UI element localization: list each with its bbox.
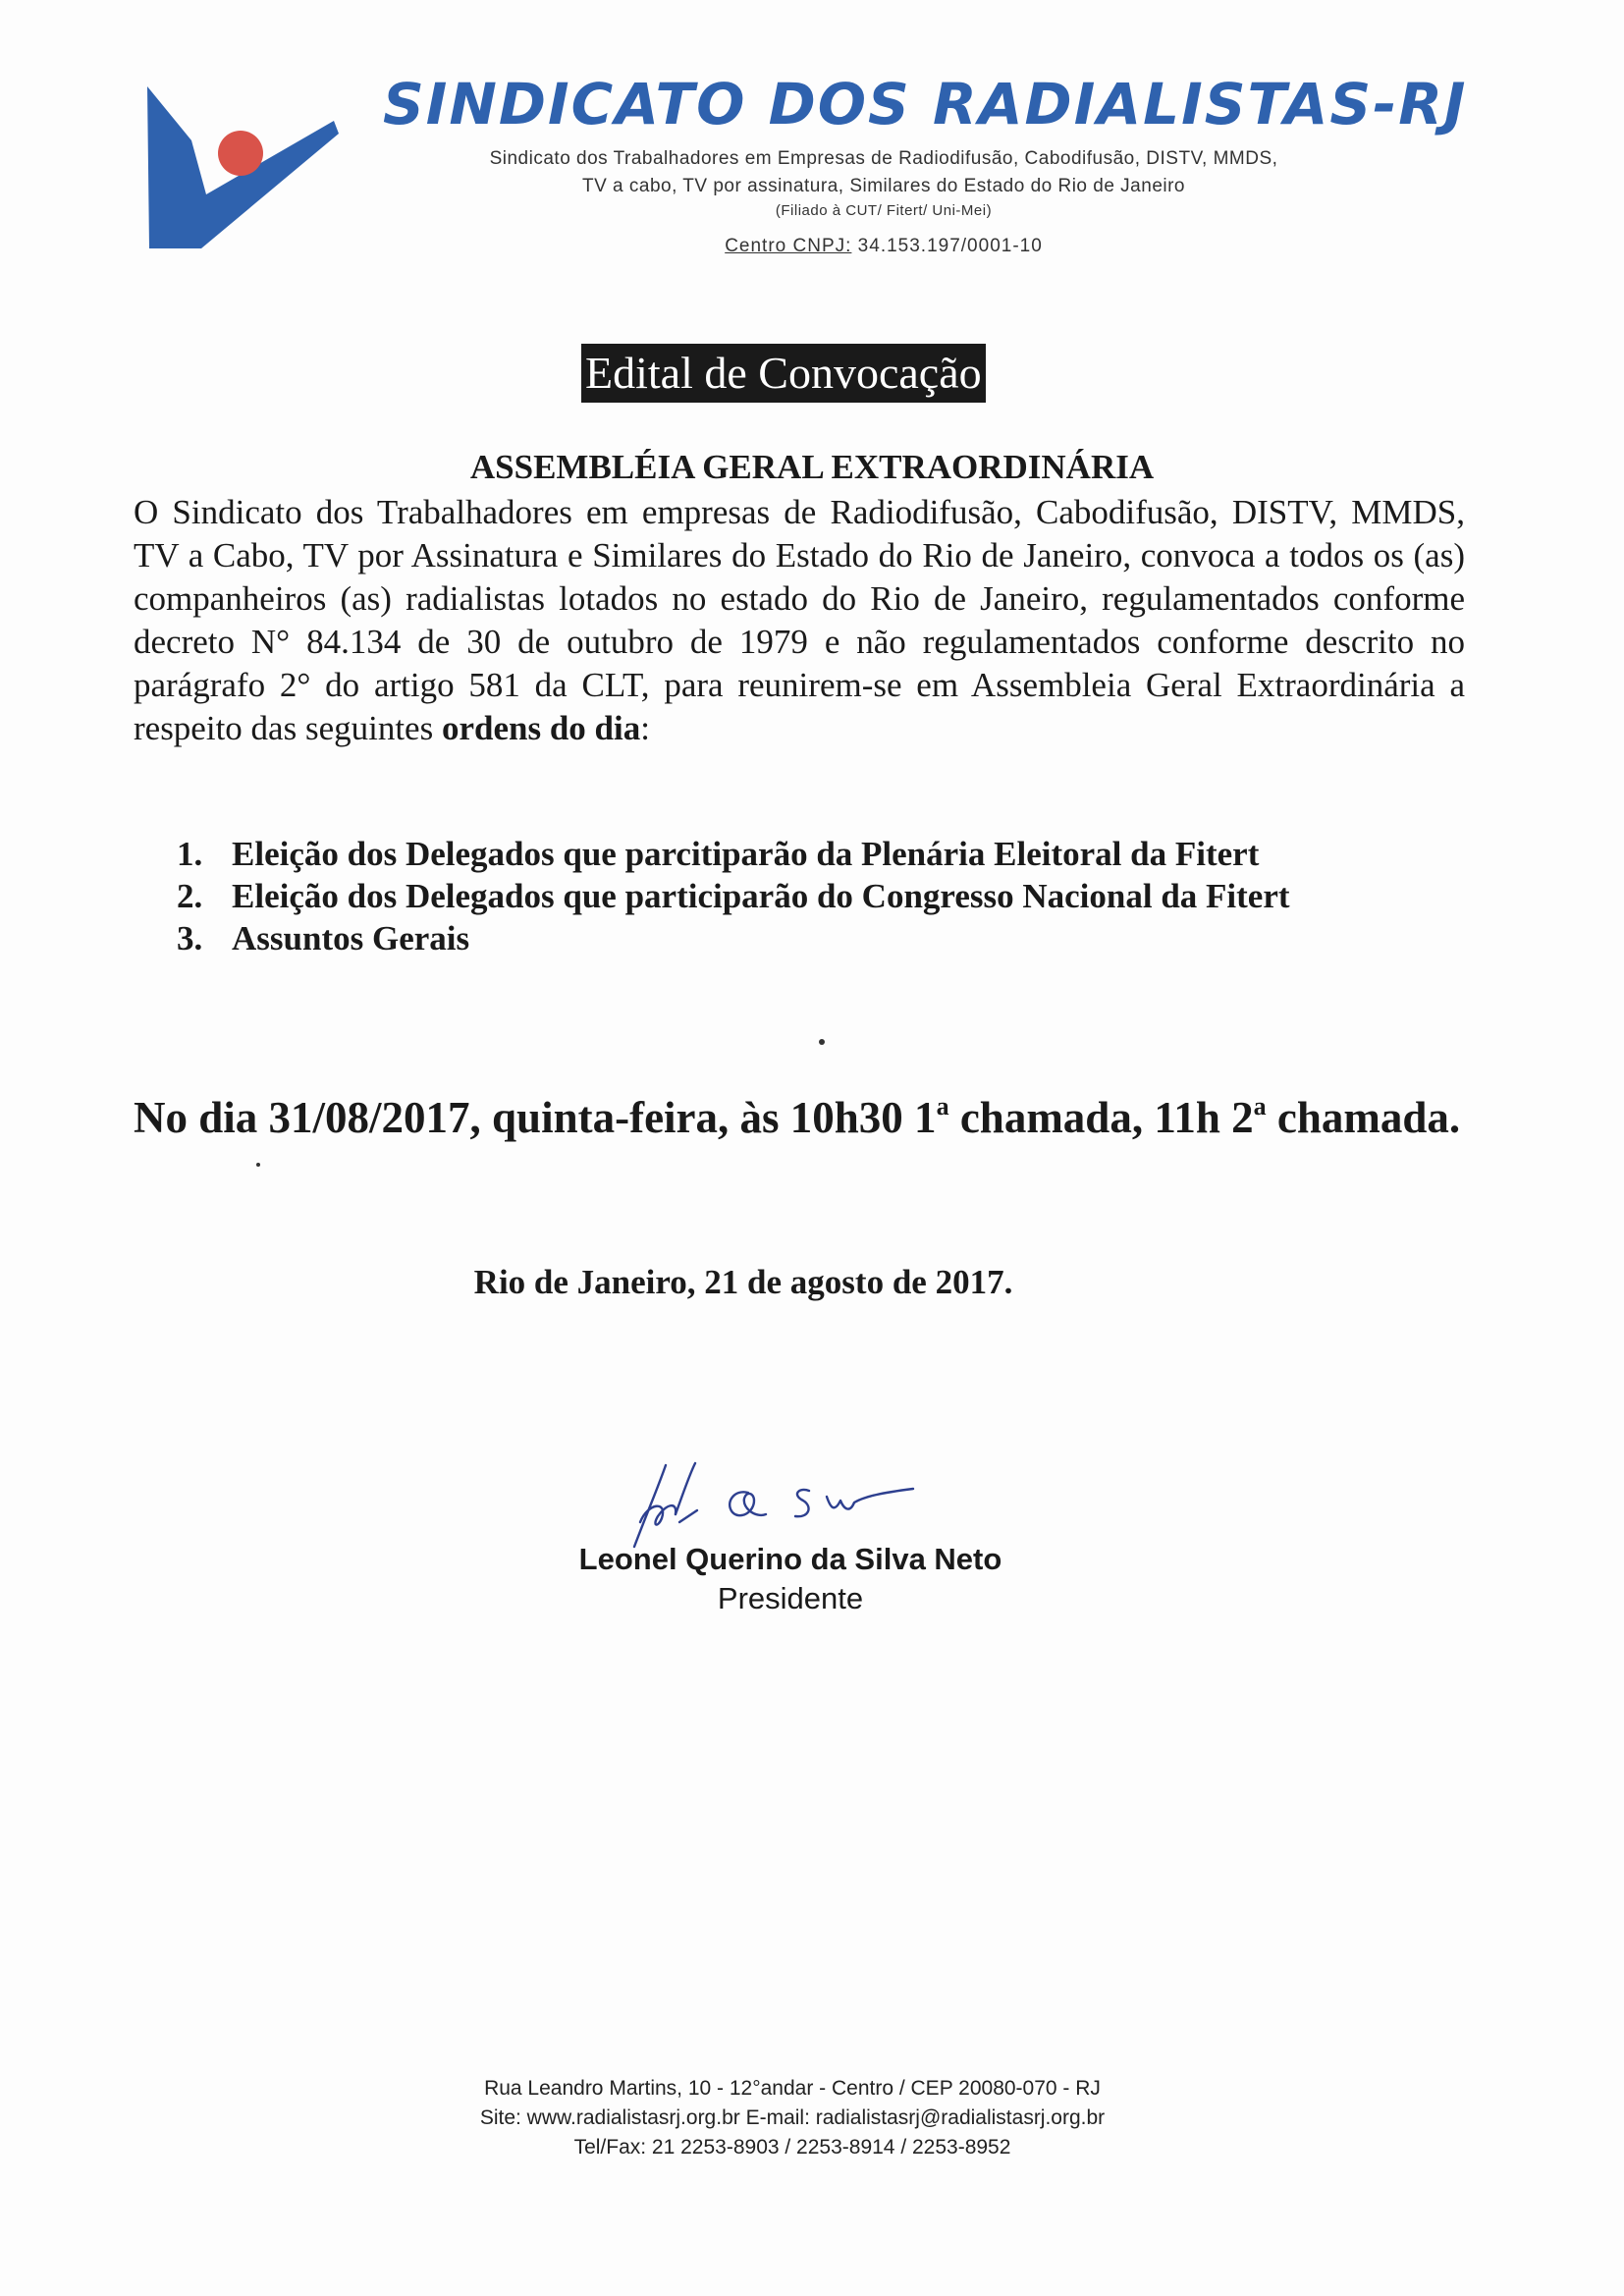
meeting-part2: chamada, 11h 2 (948, 1093, 1254, 1142)
scan-speck (819, 1039, 825, 1045)
assembly-title: ASSEMBLÉIA GERAL EXTRAORDINÁRIA (469, 448, 1155, 486)
org-desc-line2: TV a cabo, TV por assinatura, Similares do Estado do Rio de Janeiro (581, 176, 1185, 196)
union-logo (147, 86, 344, 253)
agenda-item-number: 3. (177, 919, 203, 957)
cnpj-line (383, 236, 1384, 257)
footer-phone: Tel/Fax: 21 2253-8903 / 2253-8914 / 2253-8952 (573, 2136, 1011, 2159)
meeting-sup1: a (936, 1092, 949, 1121)
footer-address: Rua Leandro Martins, 10 - 12°andar - Centro / CEP 20080-070 - RJ (484, 2077, 1101, 2100)
convocation-text (134, 491, 1465, 750)
edital-title: Edital de Convocação (581, 344, 986, 403)
agenda-item-text: Eleição dos Delegados que parcitiparão da Plenária Eleitoral da Fitert (232, 835, 1260, 873)
signer-role: Presidente (717, 1581, 864, 1615)
body-main-text: O Sindicato dos Trabalhadores em empresas de Radiodifusão, Cabodifusão, DISTV, MMDS, TV a Cabo, TV por Assinatura e Similares do Estado do Rio de Janeiro, convoca a todos os (as) companheiros (as) radialistas lotados no estado do Rio de Janeiro, regulamentados conforme decreto N° 84.134 de 30 de outubro de 1979 e não regulamentados conforme descrito no parágrafo 2° do artigo 581 da CLT, para reunirem-se em Assembleia Geral Extraordinária a respeito das seguintes (134, 493, 1465, 747)
signer-name: Leonel Querino da Silva Neto (578, 1542, 1002, 1576)
logo-red-dot (218, 131, 263, 176)
scan-speck (256, 1163, 260, 1167)
agenda-list (177, 833, 1290, 959)
body-bold-end: ordens do dia (441, 709, 641, 747)
agenda-item (177, 917, 1290, 959)
agenda-item-text: Eleição dos Delegados que participarão do Congresso Nacional da Fitert (232, 877, 1290, 915)
meeting-sup2: a (1253, 1092, 1267, 1121)
org-affiliation: (Filiado à CUT/ Fitert/ Uni-Mei) (775, 202, 993, 219)
agenda-item-text: Assuntos Gerais (232, 919, 470, 957)
cnpj-label: Centro CNPJ: (725, 236, 852, 256)
agenda-item (177, 875, 1290, 917)
meeting-info (134, 1092, 1508, 1143)
agenda-item-number: 2. (177, 877, 203, 915)
org-name: SINDICATO DOS RADIALISTAS-RJ (383, 71, 1468, 137)
meeting-part1: No dia 31/08/2017, quinta-feira, às 10h30 1 (134, 1093, 937, 1142)
body-colon: : (640, 709, 650, 747)
footer-site-email: Site: www.radialistasrj.org.br E-mail: radialistasrj@radialistasrj.org.br (479, 2106, 1106, 2129)
org-desc-line1: Sindicato dos Trabalhadores em Empresas de Radiodifusão, Cabodifusão, DISTV, MMDS, (489, 148, 1278, 169)
agenda-item (177, 833, 1290, 875)
meeting-part3: chamada. (1266, 1093, 1461, 1142)
org-description (383, 145, 1384, 222)
cnpj-value: 34.153.197/0001-10 (851, 236, 1043, 256)
agenda-item-number: 1. (177, 835, 203, 873)
date-place (0, 1263, 1624, 1302)
footer-contact (0, 2074, 1624, 2162)
date-place-text: Rio de Janeiro, 21 de agosto de 2017. (473, 1263, 1013, 1301)
signer-block (0, 1540, 1624, 1618)
